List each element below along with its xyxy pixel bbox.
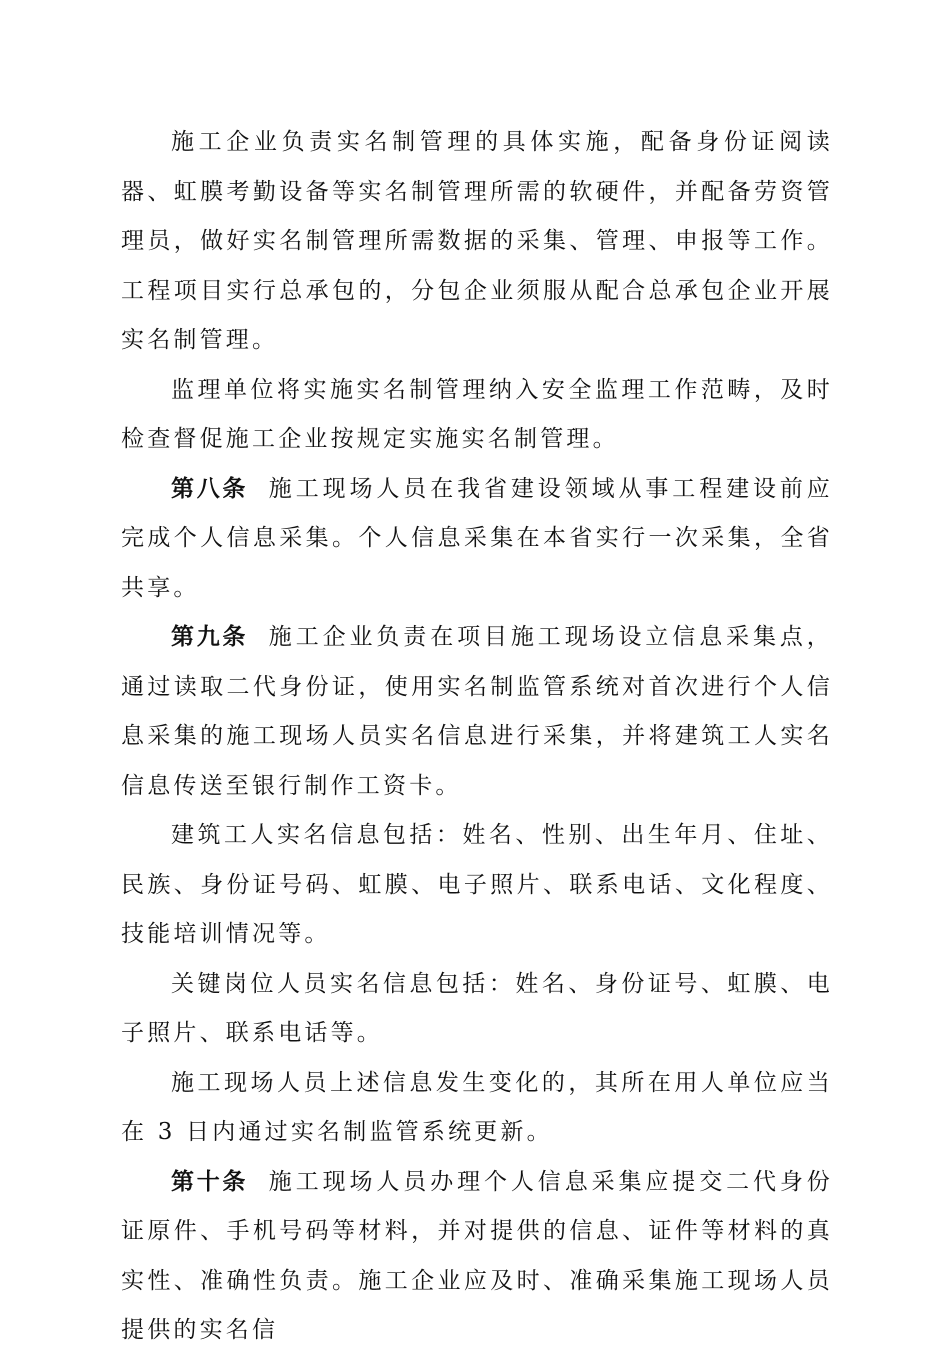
paragraph-2 (121, 366, 833, 465)
article-label: 第八条 (171, 475, 249, 502)
paragraph-text: 关键岗位人员实名信息包括：姓名、身份证号、虹膜、电子照片、联系电话等。 (121, 970, 833, 1046)
paragraph-text: 施工企业负责在项目施工现场设立信息采集点，通过读取二代身份证，使用实名制监管系统对首次进行个人信息采集的施工现场人员实名信息进行采集，并将建筑工人实名信息传送至银行制作工资卡。 (121, 624, 834, 799)
paragraph-text: 监理单位将实施实名制管理纳入安全监理工作范畴，及时检查督促施工企业按规定实施实名制管理。 (121, 376, 833, 452)
paragraph-text: 施工现场人员上述信息发生变化的，其所在用人单位应当在 3 日内通过实名制监管系统更新。 (121, 1069, 833, 1145)
paragraph-info-update (121, 1059, 833, 1158)
paragraph-text: 建筑工人实名信息包括：姓名、性别、出生年月、住址、民族、身份证号码、虹膜、电子照片、联系电话、文化程度、技能培训情况等。 (121, 822, 833, 947)
paragraph-text: 施工现场人员办理个人信息采集应提交二代身份证原件、手机号码等材料，并对提供的信息、证件等材料的真实性、准确性负责。施工企业应及时、准确采集施工现场人员提供的实名信 (121, 1168, 834, 1343)
article-10 (121, 1158, 833, 1356)
article-label: 第十条 (171, 1168, 249, 1195)
paragraph-worker-info (121, 811, 833, 960)
article-8 (121, 465, 833, 614)
paragraph-text: 施工企业负责实名制管理的具体实施，配备身份证阅读器、虹膜考勤设备等实名制管理所需的软硬件，并配备劳资管理员，做好实名制管理所需数据的采集、管理、申报等工作。工程项目实行总承包的，分包企业须服从配合总承包企业开展实名制管理。 (121, 129, 833, 353)
document-body (121, 118, 833, 1356)
paragraph-1 (121, 118, 833, 366)
paragraph-key-staff-info (121, 960, 833, 1059)
article-9 (121, 613, 833, 811)
article-label: 第九条 (171, 624, 249, 650)
paragraph-text: 施工现场人员在我省建设领域从事工程建设前应完成个人信息采集。个人信息采集在本省实行一次采集，全省共享。 (121, 475, 834, 601)
